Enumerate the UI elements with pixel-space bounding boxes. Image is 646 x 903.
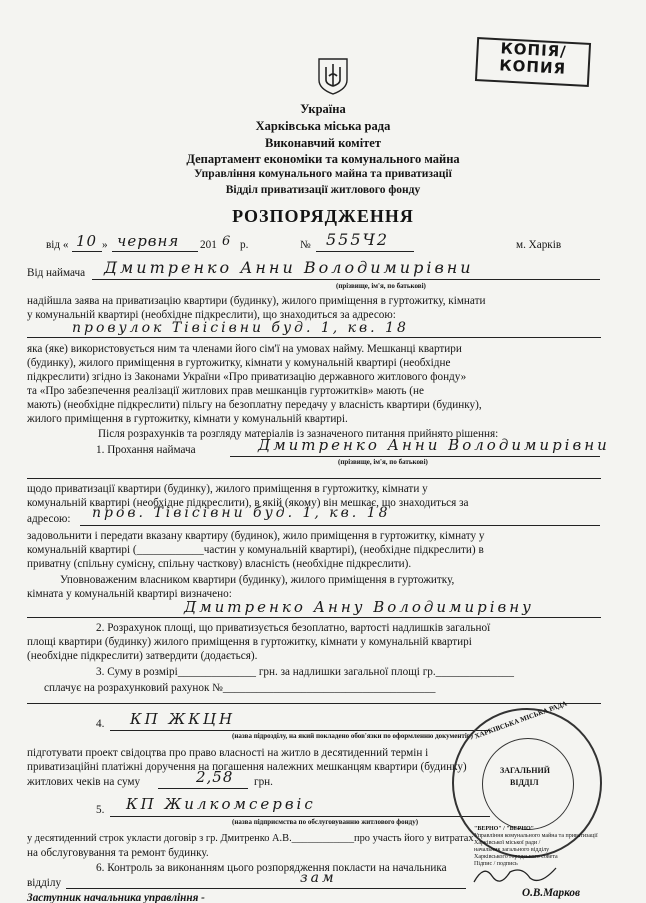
applicant-label: Від наймача bbox=[27, 267, 86, 279]
address1-underline bbox=[27, 337, 601, 338]
verified-stamp bbox=[474, 826, 624, 886]
header-division: Відділ приватизації житлового фонду bbox=[225, 184, 421, 196]
copy-stamp bbox=[475, 37, 591, 87]
para2-line2: (будинку), жилого приміщення в гуртожитку, кімнати у комунальній квартирі (необхідне bbox=[27, 357, 451, 369]
address2-underline bbox=[80, 525, 600, 526]
date-month: червня bbox=[117, 232, 180, 250]
para1-line2: у комунальній квартирі (необхідне підкреслити), що знаходиться за адресою: bbox=[27, 309, 396, 321]
item6-line1: 6. Контроль за виконанням цього розпорядження покласти на начальника bbox=[96, 862, 447, 874]
verified-stamp-line4: начальник загального відділу bbox=[474, 847, 550, 853]
para6-line1: підготувати проект свідоцтва про право власності на житло в десятиденний термін і bbox=[27, 747, 429, 759]
date-prefix: від « bbox=[46, 239, 69, 251]
verified-stamp-line2: Управління комунального майна та приватизації bbox=[474, 833, 598, 839]
para4-line1: задовольнити і передати вказану квартиру (будинок), жило приміщення в гуртожитку, кімнату у bbox=[27, 530, 485, 542]
item1-blank-line bbox=[27, 478, 601, 479]
trident-emblem-icon bbox=[316, 56, 350, 96]
applicant-caption: (прізвище, ім'я, по батькові) bbox=[336, 282, 426, 290]
item1-caption: (прізвище, ім'я, по батькові) bbox=[338, 458, 428, 466]
para2-line1: яка (яке) використовується ним та членами його сім'ї на умовах найму. Мешканці квартири bbox=[27, 343, 462, 355]
date-year-suffix: 6 bbox=[222, 234, 231, 249]
para7-line2: на обслуговування та ремонт будинку. bbox=[27, 847, 209, 859]
owner-name: Дмитренко Анну Володимирівну bbox=[184, 598, 534, 616]
item6-underline bbox=[66, 888, 466, 889]
para5-line2: кімната у комунальній квартирі визначено: bbox=[27, 588, 232, 600]
date-year-prefix: 201 bbox=[200, 239, 217, 251]
para4-line3: приватну (спільну сумісну, спільну часткову) власність (необхідне підкреслити). bbox=[27, 558, 412, 570]
para2-line5: мають) (необхідне підкреслити) пільгу на безоплатну передачу у власність квартири (будинку), bbox=[27, 399, 482, 411]
number-underline bbox=[316, 251, 414, 252]
item2-line3: (необхідне підкреслити) затвердити (додається). bbox=[27, 650, 258, 662]
applicant-underline bbox=[92, 279, 600, 280]
item3-blank-line bbox=[27, 703, 601, 704]
para2-line3: підкреслити) згідно із Законами України «Про приватизацію державного житлового фонду» bbox=[27, 371, 467, 383]
item3-line1: 3. Суму в розмірі______________ грн. за надлишки загальної площі гр.______________ bbox=[96, 666, 514, 678]
para3-line2: комунальній квартирі (необхідне підкреслити), в якій (якому) він мешкає, що знаходиться за bbox=[27, 497, 469, 509]
item2-line1: 2. Розрахунок площі, що приватизується безоплатно, вартості надлишків загальної bbox=[96, 622, 491, 634]
verified-stamp-line6: Підпис / подпись bbox=[474, 861, 518, 867]
header-department: Департамент економіки та комунального майна bbox=[186, 152, 460, 166]
para5-line1: Уповноваженим власником квартири (будинку), жилого приміщення в гуртожитку, bbox=[60, 574, 455, 586]
item5-org: КП Жилкомсервіс bbox=[126, 795, 316, 813]
item6-line2: відділу bbox=[27, 877, 62, 889]
date-sep: » bbox=[102, 239, 108, 251]
header-directorate: Управління комунального майна та приватизації bbox=[194, 168, 452, 180]
address2-label: адресою: bbox=[27, 513, 71, 525]
checks-value: 2,58 bbox=[196, 768, 234, 786]
round-seal-top: ЗАГАЛЬНИЙ bbox=[500, 766, 550, 775]
checks-label: житлових чеків на суму bbox=[27, 776, 141, 788]
item2-line2: площі квартири (будинку) жилого приміщення в гуртожитку, кімнати у комунальній квартирі bbox=[27, 636, 472, 648]
date-day-underline bbox=[72, 251, 102, 252]
para2-line6: жилого приміщення в гуртожитку, кімнати у комунальній квартирі. bbox=[27, 413, 348, 425]
para4-line2: комунальній квартирі (____________частин у комунальній квартирі), (необхідне підкреслити) в bbox=[27, 544, 484, 556]
date-day: 10 bbox=[76, 232, 98, 250]
para7-line1: у десятиденний строк укласти договір з гр. Дмитренко А.В.____________про участь його у витратах bbox=[27, 833, 474, 844]
item1-label: 1. Прохання наймача bbox=[96, 444, 196, 456]
decision-intro: Після розрахунків та розгляду матеріалів із зазначеного питання прийнято рішення: bbox=[98, 428, 499, 440]
round-seal-ring: ХАРКІВСЬКА МІСЬКА РАДА bbox=[473, 699, 569, 741]
checks-underline bbox=[158, 788, 248, 789]
document-title: РОЗПОРЯДЖЕННЯ bbox=[232, 206, 414, 226]
address2: пров. Тівісівни буд. 1, кв. 18 bbox=[92, 505, 391, 521]
header-country: Україна bbox=[300, 102, 346, 116]
header-committee: Виконавчий комітет bbox=[265, 136, 381, 150]
number-prefix: № bbox=[300, 239, 311, 251]
item5-number: 5. bbox=[96, 804, 105, 816]
para3-line1: щодо приватизації квартири (будинку), жилого приміщення в гуртожитку, кімнати у bbox=[27, 483, 428, 495]
para2-line4: та «Про забезпечення реалізації житлових прав мешканців гуртожитків» мають (не bbox=[27, 385, 424, 397]
item5-caption: (назва підприємства по обслуговуванню житлового фонду) bbox=[232, 818, 419, 826]
verified-stamp-line3: Харківської міської ради / bbox=[474, 840, 541, 846]
copy-stamp-line1: КОПІЯ/ bbox=[500, 39, 568, 61]
date-month-underline bbox=[112, 251, 198, 252]
item4-number: 4. bbox=[96, 718, 105, 730]
address1: провулок Тівісівни буд. 1, кв. 18 bbox=[72, 320, 409, 336]
city: м. Харків bbox=[516, 239, 562, 251]
signature-role: Заступник начальника управління - bbox=[27, 892, 205, 903]
item4-org: КП ЖКЦН bbox=[130, 710, 236, 728]
para6-line2: приватизаційні платіжні доручення на погашення належних мешканцям квартири (будинку) bbox=[27, 761, 467, 773]
item1-name: Дмитренко Анни Володимирівни bbox=[258, 436, 610, 454]
signature-name: О.В.Марков bbox=[522, 887, 580, 899]
item1-underline bbox=[230, 456, 600, 457]
round-seal-mid: ВІДДІЛ bbox=[510, 778, 539, 787]
item5-underline bbox=[110, 816, 490, 817]
applicant-name: Дмитренко Анни Володимирівни bbox=[104, 258, 474, 277]
item4-underline bbox=[110, 730, 490, 731]
verified-stamp-line1: "ВЕРНО" / "ВЕРНО" bbox=[474, 826, 534, 832]
item3-line2: сплачує на розрахунковий рахунок №______________________________________ bbox=[44, 682, 436, 694]
owner-underline bbox=[27, 617, 601, 618]
copy-stamp-line2: КОПИЯ bbox=[498, 56, 567, 78]
header-council: Харківська міська рада bbox=[255, 119, 391, 133]
date-suffix: р. bbox=[240, 239, 249, 251]
para1-line1: надійшла заява на приватизацію квартири (будинку), жилого приміщення в гуртожитку, кімнати bbox=[27, 295, 486, 307]
order-number: 555Ч2 bbox=[326, 230, 390, 249]
item4-caption: (назва підрозділу, на який покладено обов'язки по оформленню документів) bbox=[232, 732, 473, 740]
verified-stamp-line5: Харківського городського совета bbox=[474, 854, 558, 860]
item6-handwritten: зам bbox=[300, 870, 337, 886]
checks-unit: грн. bbox=[254, 776, 273, 788]
